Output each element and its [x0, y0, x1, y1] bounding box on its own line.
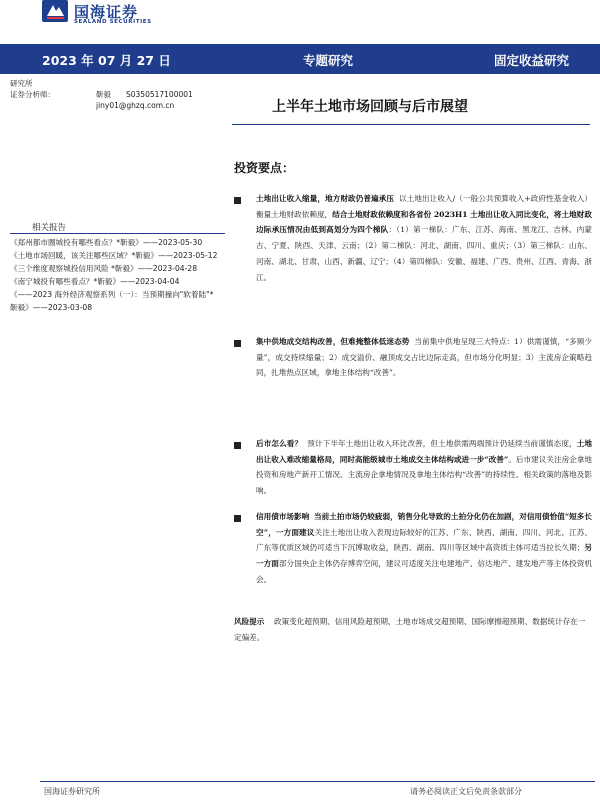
bullet-icon [234, 340, 241, 347]
related-item[interactable]: 《郑州都市圈城投有哪些看点？*靳毅》——2023-05-30 [10, 238, 203, 247]
related-list [10, 237, 220, 314]
title-divider [232, 124, 590, 125]
bullet-icon [234, 197, 241, 204]
org-label: 研究所 [10, 79, 33, 88]
related-item[interactable]: 《——2023 海外经济观察系列（一）：当预期撞向"软着陆"*靳毅》——2023-03-08 [10, 289, 214, 312]
analyst-role: 证券分析师： [10, 90, 55, 99]
point-centralized-supply: 集中供地成交结构改善，但难掩整体低迷态势 当前集中供地呈现三大特点：1）供需谨慎，“多频少量”，成交持续缩量；2）成交溢价、融顶成交占比边际走高，但市场分化明显；3）主流房企策略趋同，扎堆热点区域，拿地主体结构“改善”。 [256, 337, 592, 378]
report-category: 专题研究 [303, 53, 354, 68]
report-type: 固定收益研究 [494, 53, 570, 68]
company-name: 国海证券 [74, 3, 139, 21]
report-title: 上半年土地市场回顾与后市展望 [272, 99, 468, 115]
analyst-cert: S0350517100001 [126, 90, 193, 99]
point-credit-bond: 信用债市场影响 当前土拍市场仍较疲弱，销售分化导致的土拍分化仍在加剧，对信用债恰值“短多长空”，一方面建议关注土地出让收入表现边际较好的江苏、广东、陕西、湖南、四川、河北、江苏、广东等优质区域仍可适当下沉博取收益，陕西、湖南、四川等区域中高资质主体可适当拉长久期；另一方面部分国央企主体仍存博弈空间，建议可适度关注电建地产、信达地产、建发地产等主体投资机会。 [256, 512, 593, 584]
sealand-logo-icon [42, 0, 68, 22]
investment-heading: 投资要点： [234, 161, 295, 175]
related-divider [10, 233, 225, 234]
risk-warning: 风险提示 政策变化超预期、信用风险超预期、土地市场成交超预期、国际摩擦超预期、数据统计存在一定偏差。 [234, 617, 586, 642]
related-item[interactable]: 《土地市场回暖，该关注哪些区域？*靳毅》——2023-05-12 [10, 250, 218, 260]
footer-disclaimer: 请务必阅读正文后免责条款部分 [410, 787, 522, 796]
point-land-revenue: 土地出让收入缩量，地方财政仍普遍承压 以土地出让收入/（一般公共预算收入+政府性基金收入）衡量土地财政依赖度，结合土地财政依赖度和各省份 2023H1 土地出让收入同比变化，将土地财政边际承压情况由低到高划分为四个梯队：（1）第一梯队：广东、江苏、海南、黑龙江、吉林、内蒙古、宁夏、陕西、天津、云南；（2）第二梯队：河北、湖南、四川、重庆；（3）第三梯队：山东、河南、湖北、甘肃、山西、新疆、辽宁；（4）第四梯队：安徽、福建、广西、贵州、江西、青海、浙江。 [256, 194, 593, 282]
header-band [0, 44, 600, 74]
related-item[interactable]: 《南宁城投有哪些看点？*靳毅》——2023-04-04 [10, 276, 180, 286]
related-item[interactable]: 《三个维度观察城投信用风险 *靳毅》——2023-04-28 [10, 263, 198, 273]
footer-divider [40, 781, 595, 782]
point-outlook: 后市怎么看？ 预计下半年土地出让收入环比改善，但土地供需两端预计仍延续当前谨慎态度，土地出让收入难改缩量格局，同时高能级城市土地成交主体结构或进一步“改善”。后市建议关注房企拿地投资和房地产新开工情况、主流房企拿地情况及拿地主体结构“改善”的持续性、相关政策的落地及影响。 [256, 439, 593, 496]
company-name-en: SEALAND SECURITIES [74, 19, 152, 25]
report-date: 2023 年 07 月 27 日 [42, 53, 171, 68]
bullet-icon [234, 515, 241, 522]
footer-institute: 国海证券研究所 [44, 787, 100, 796]
bullet-icon [234, 442, 241, 449]
related-heading: 相关报告 [32, 223, 67, 233]
analyst-email[interactable]: jiny01@ghzq.com.cn [96, 101, 175, 110]
analyst-name: 靳毅 [96, 90, 111, 99]
